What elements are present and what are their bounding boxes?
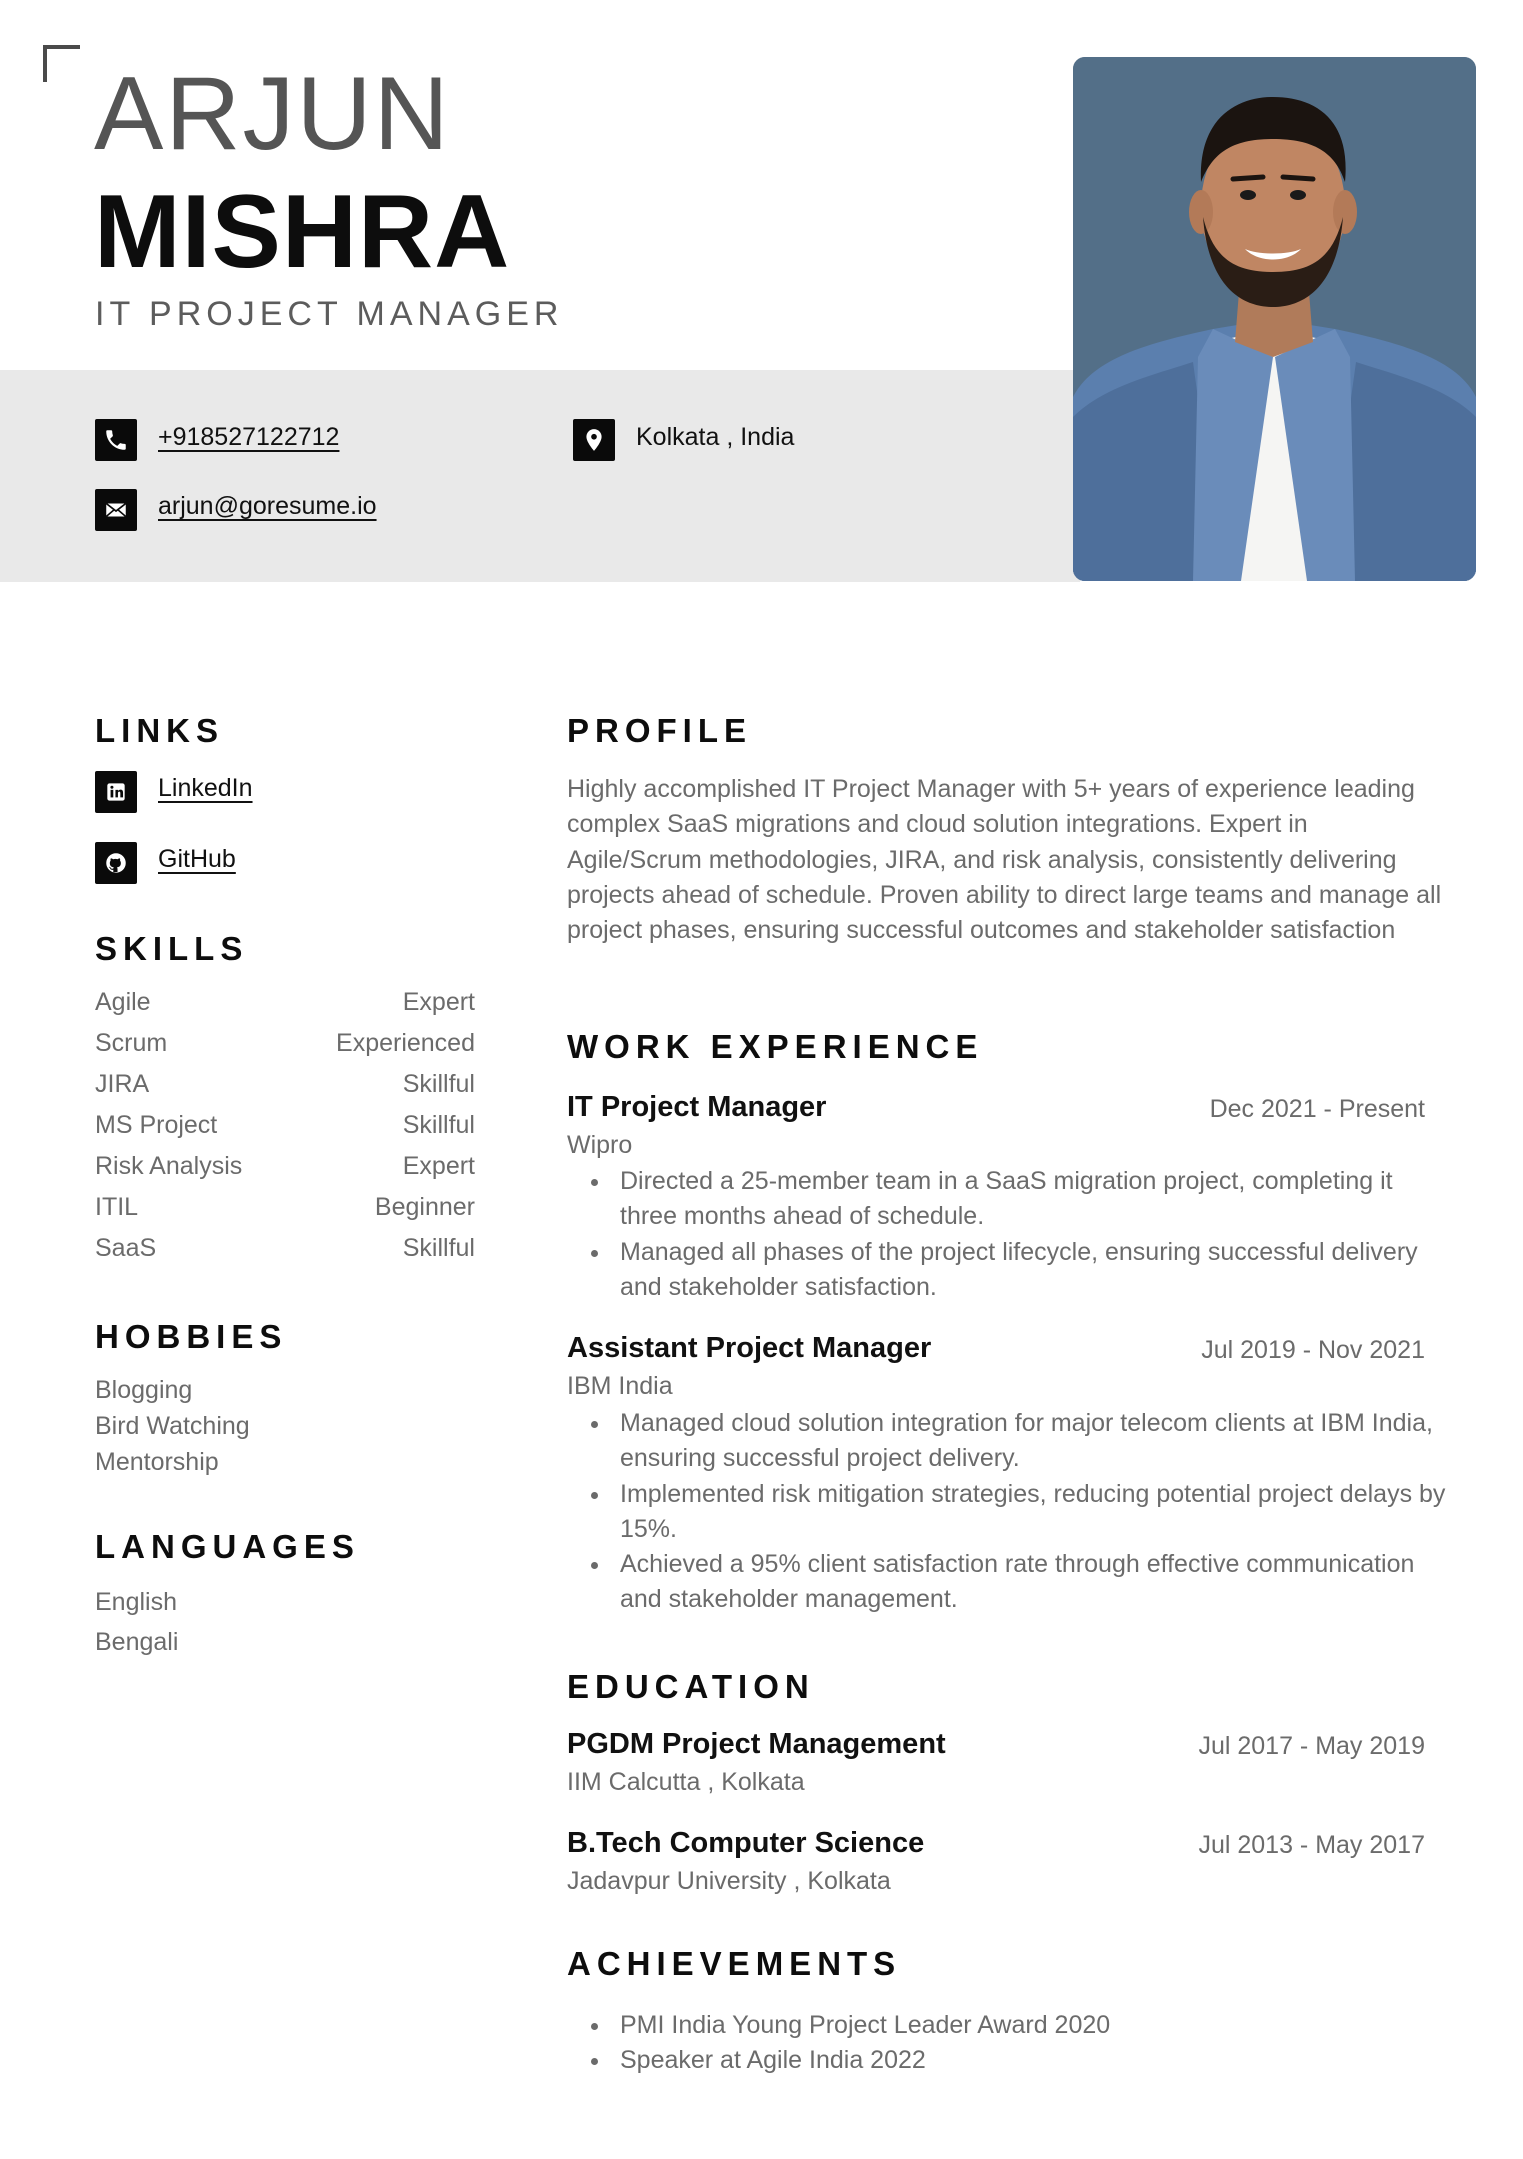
education-school: Jadavpur University , Kolkata bbox=[567, 1867, 891, 1895]
skill-name: Risk Analysis bbox=[95, 1152, 243, 1180]
achievements-heading: ACHIEVEMENTS bbox=[567, 1945, 902, 1982]
job-bullet: Managed cloud solution integration for major telecom clients at IBM India, ensuring successful project delivery. bbox=[587, 1406, 1447, 1477]
education-dates: Jul 2017 - May 2019 bbox=[1198, 1732, 1425, 1760]
linkedin-link[interactable]: LinkedIn bbox=[158, 774, 253, 802]
hobby-item: Bird Watching bbox=[95, 1412, 250, 1440]
skill-level: Skillful bbox=[402, 1234, 475, 1262]
contact-band bbox=[0, 370, 1080, 582]
job-bullets bbox=[587, 1406, 1447, 1618]
language-item: Bengali bbox=[95, 1628, 179, 1656]
skill-row bbox=[95, 1154, 475, 1195]
skill-row bbox=[95, 990, 475, 1031]
profile-heading: PROFILE bbox=[567, 712, 753, 749]
job-dates: Dec 2021 - Present bbox=[1209, 1095, 1425, 1123]
skill-level: Beginner bbox=[374, 1193, 475, 1221]
skill-name: ITIL bbox=[95, 1193, 139, 1221]
job-title: IT PROJECT MANAGER bbox=[95, 295, 564, 333]
hobbies-list bbox=[95, 1378, 455, 1486]
corner-bracket-decoration bbox=[43, 45, 80, 82]
phone-icon bbox=[95, 419, 137, 461]
links-heading: LINKS bbox=[95, 712, 224, 749]
location-text: Kolkata , India bbox=[636, 423, 795, 451]
profile-photo bbox=[1073, 57, 1476, 581]
language-item: English bbox=[95, 1588, 177, 1616]
email-link[interactable]: arjun@goresume.io bbox=[158, 492, 377, 520]
job-dates: Jul 2019 - Nov 2021 bbox=[1201, 1336, 1425, 1364]
languages-heading: LANGUAGES bbox=[95, 1528, 360, 1565]
education-dates: Jul 2013 - May 2017 bbox=[1198, 1831, 1425, 1859]
languages-list bbox=[95, 1590, 455, 1670]
skill-level: Expert bbox=[402, 988, 475, 1016]
skill-row bbox=[95, 1113, 475, 1154]
github-icon bbox=[95, 842, 137, 884]
phone-link[interactable]: +918527122712 bbox=[158, 423, 340, 451]
skill-name: SaaS bbox=[95, 1234, 157, 1262]
profile-summary: Highly accomplished IT Project Manager with 5+ years of experience leading complex SaaS migrations and cloud solution integrations. Expert in Agile/Scrum methodologies, JIRA, and risk analysis, consistently delivering projects ahead of schedule. Proven ability to direct large teams and manage all project phases, ensuring successful outcomes and stakeholder satisfaction bbox=[567, 775, 1442, 945]
skill-row bbox=[95, 1195, 475, 1236]
education-school: IIM Calcutta , Kolkata bbox=[567, 1768, 805, 1796]
github-link[interactable]: GitHub bbox=[158, 845, 236, 873]
skill-level: Expert bbox=[402, 1152, 475, 1180]
first-name: ARJUN bbox=[94, 56, 451, 172]
skill-row bbox=[95, 1072, 475, 1113]
achievement-item: PMI India Young Project Leader Award 2020 bbox=[587, 2008, 1447, 2043]
skill-name: Scrum bbox=[95, 1029, 168, 1057]
job-bullet: Directed a 25-member team in a SaaS migration project, completing it three months ahead of schedule. bbox=[587, 1164, 1447, 1235]
job-role: IT Project Manager bbox=[567, 1091, 827, 1123]
job-role: Assistant Project Manager bbox=[567, 1332, 932, 1364]
skill-row bbox=[95, 1031, 475, 1072]
skills-heading: SKILLS bbox=[95, 930, 249, 967]
work-experience-heading: WORK EXPERIENCE bbox=[567, 1028, 984, 1065]
job-bullets bbox=[587, 1164, 1447, 1305]
job-company: Wipro bbox=[567, 1131, 633, 1159]
hobby-item: Mentorship bbox=[95, 1448, 219, 1476]
location-pin-icon bbox=[573, 419, 615, 461]
job-bullet: Managed all phases of the project lifecycle, ensuring successful delivery and stakeholder satisfaction. bbox=[587, 1235, 1447, 1306]
achievement-item: Speaker at Agile India 2022 bbox=[587, 2043, 1447, 2078]
linkedin-icon bbox=[95, 771, 137, 813]
achievements-list bbox=[587, 2008, 1447, 2079]
skill-row bbox=[95, 1236, 475, 1277]
job-bullet: Achieved a 95% client satisfaction rate through effective communication and stakeholder management. bbox=[587, 1547, 1447, 1618]
job-company: IBM India bbox=[567, 1372, 673, 1400]
skill-name: MS Project bbox=[95, 1111, 218, 1139]
skills-list bbox=[95, 990, 475, 1277]
hobbies-heading: HOBBIES bbox=[95, 1318, 288, 1355]
skill-level: Skillful bbox=[402, 1070, 475, 1098]
job-bullet: Implemented risk mitigation strategies, reducing potential project delays by 15%. bbox=[587, 1477, 1447, 1548]
education-degree: PGDM Project Management bbox=[567, 1728, 946, 1760]
skill-name: Agile bbox=[95, 988, 151, 1016]
last-name: MISHRA bbox=[94, 174, 511, 290]
skill-level: Skillful bbox=[402, 1111, 475, 1139]
skill-name: JIRA bbox=[95, 1070, 150, 1098]
hobby-item: Blogging bbox=[95, 1376, 193, 1404]
skill-level: Experienced bbox=[336, 1029, 475, 1057]
education-degree: B.Tech Computer Science bbox=[567, 1827, 925, 1859]
mail-icon bbox=[95, 489, 137, 531]
education-heading: EDUCATION bbox=[567, 1668, 815, 1705]
